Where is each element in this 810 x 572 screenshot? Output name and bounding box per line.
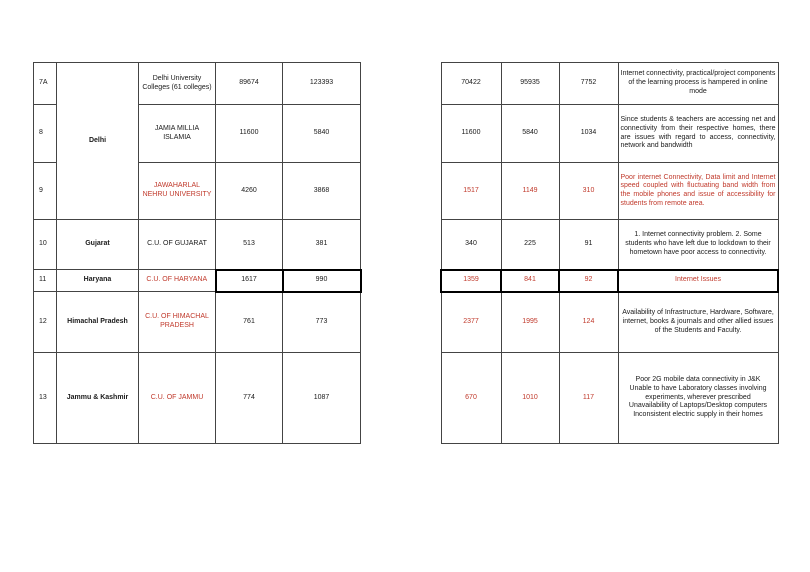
value-cell: 381 bbox=[283, 220, 361, 270]
table-row bbox=[441, 63, 778, 105]
state-cell: Jammu & Kashmir bbox=[57, 353, 139, 444]
serial-cell: 10 bbox=[34, 220, 57, 270]
value-cell: 70422 bbox=[441, 63, 501, 105]
state-cell: Delhi bbox=[57, 63, 139, 220]
value-cell: 92 bbox=[559, 270, 618, 292]
table-row bbox=[34, 63, 361, 105]
value-cell: 5840 bbox=[283, 105, 361, 163]
remark-line: Inconsistent electric supply in their homes bbox=[633, 411, 763, 419]
value-cell: 1087 bbox=[283, 353, 361, 444]
remarks-cell bbox=[618, 353, 778, 444]
value-cell: 4260 bbox=[216, 163, 283, 220]
value-cell: 123393 bbox=[283, 63, 361, 105]
value-cell: 1359 bbox=[441, 270, 501, 292]
university-cell: C.U. OF GUJARAT bbox=[139, 220, 216, 270]
value-cell: 1149 bbox=[501, 163, 559, 220]
value-cell: 310 bbox=[559, 163, 618, 220]
state-cell: Haryana bbox=[57, 270, 139, 292]
remarks-cell: Internet connectivity, practical/project components of the learning process is hampered in online mode bbox=[618, 63, 778, 105]
remarks-cell: 1. Internet connectivity problem. 2. Some students who have left due to lockdown to their hometown have poor access to connectivity. bbox=[618, 220, 778, 270]
remark-line: Unable to have Laboratory classes involving experiments, wherever prescribed bbox=[629, 384, 767, 401]
table-row bbox=[34, 220, 361, 270]
table-row bbox=[441, 220, 778, 270]
value-cell: 5840 bbox=[501, 105, 559, 163]
value-cell: 990 bbox=[283, 270, 361, 292]
value-cell: 11600 bbox=[216, 105, 283, 163]
table-row bbox=[34, 292, 361, 353]
left-table bbox=[33, 62, 362, 444]
serial-cell: 11 bbox=[34, 270, 57, 292]
university-cell: C.U. OF HIMACHAL PRADESH bbox=[139, 292, 216, 353]
remark-line: Poor 2G mobile data connectivity in J&K bbox=[635, 376, 761, 384]
table-row bbox=[441, 292, 778, 353]
serial-cell: 9 bbox=[34, 163, 57, 220]
right-table bbox=[440, 62, 779, 444]
value-cell: 1010 bbox=[501, 353, 559, 444]
table-row bbox=[441, 270, 778, 292]
value-cell: 91 bbox=[559, 220, 618, 270]
value-cell: 95935 bbox=[501, 63, 559, 105]
university-cell: C.U. OF HARYANA bbox=[139, 270, 216, 292]
value-cell: 89674 bbox=[216, 63, 283, 105]
table-row bbox=[34, 353, 361, 444]
remarks-cell: Availability of Infrastructure, Hardware, Software, internet, books & journals and other allied issues of the Students and Faculty. bbox=[618, 292, 778, 353]
remarks-cell: Internet Issues bbox=[618, 270, 778, 292]
value-cell: 1995 bbox=[501, 292, 559, 353]
remark-line: Unavailability of Laptops/Desktop computers bbox=[628, 402, 768, 410]
value-cell: 841 bbox=[501, 270, 559, 292]
value-cell: 761 bbox=[216, 292, 283, 353]
state-cell: Gujarat bbox=[57, 220, 139, 270]
table-row bbox=[441, 353, 778, 444]
value-cell: 773 bbox=[283, 292, 361, 353]
value-cell: 11600 bbox=[441, 105, 501, 163]
value-cell: 513 bbox=[216, 220, 283, 270]
university-cell: Delhi University Colleges (61 colleges) bbox=[139, 63, 216, 105]
value-cell: 1617 bbox=[216, 270, 283, 292]
value-cell: 340 bbox=[441, 220, 501, 270]
university-cell: JAMIA MILLIA ISLAMIA bbox=[139, 105, 216, 163]
serial-cell: 13 bbox=[34, 353, 57, 444]
table-row bbox=[441, 105, 778, 163]
university-cell: C.U. OF JAMMU bbox=[139, 353, 216, 444]
table-row bbox=[441, 163, 778, 220]
table-row bbox=[34, 270, 361, 292]
value-cell: 774 bbox=[216, 353, 283, 444]
value-cell: 7752 bbox=[559, 63, 618, 105]
value-cell: 225 bbox=[501, 220, 559, 270]
value-cell: 3868 bbox=[283, 163, 361, 220]
serial-cell: 7A bbox=[34, 63, 57, 105]
university-cell: JAWAHARLAL NEHRU UNIVERSITY bbox=[139, 163, 216, 220]
remarks-cell: Poor internet Connectivity, Data limit and Internet speed coupled with fluctuating band width from the mobile phones and issue of accessibility for students from remote area. bbox=[618, 163, 778, 220]
value-cell: 124 bbox=[559, 292, 618, 353]
serial-cell: 8 bbox=[34, 105, 57, 163]
value-cell: 2377 bbox=[441, 292, 501, 353]
value-cell: 1517 bbox=[441, 163, 501, 220]
value-cell: 670 bbox=[441, 353, 501, 444]
value-cell: 1034 bbox=[559, 105, 618, 163]
value-cell: 117 bbox=[559, 353, 618, 444]
state-cell: Himachal Pradesh bbox=[57, 292, 139, 353]
remarks-cell: Since students & teachers are accessing net and connectivity from their respective homes, there are issues with regard to access, connectivity, network and bandwidth bbox=[618, 105, 778, 163]
serial-cell: 12 bbox=[34, 292, 57, 353]
